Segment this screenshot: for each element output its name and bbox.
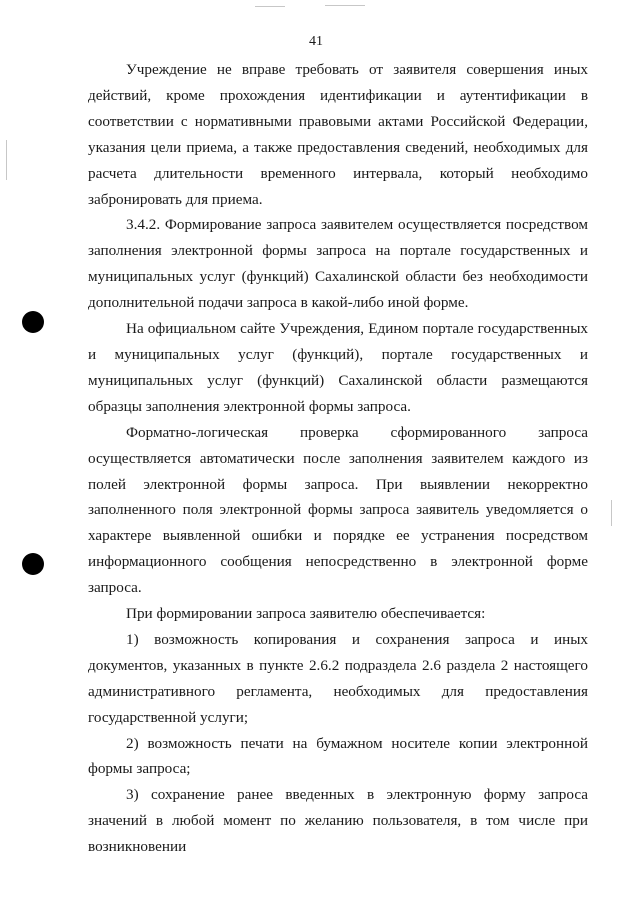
paragraph: 3.4.2. Формирование запроса заявителем осуществляется посредством заполнения электронной формы запроса на портале государственных и муниципальных услуг (функций) Сахалинской области без необходимости дополнительной подачи запроса в какой-либо иной форме. — [88, 216, 588, 312]
document-body — [88, 57, 588, 860]
list-item: 3) сохранение ранее введенных в электронную форму запроса значений в любой момент по желанию пользователя, в том числе при возникновении — [88, 786, 588, 856]
paragraph: Форматно-логическая проверка сформированного запроса осуществляется автоматически после заполнения заявителем каждого из полей электронной формы запроса. При выявлении некорректно заполненного поля электронной формы запроса заявитель уведомляется о характере выявленной ошибки и порядке ее устранения посредством информационного сообщения непосредственно в электронной форме запроса. — [88, 423, 588, 597]
scan-artifact — [6, 140, 7, 180]
paragraph: Учреждение не вправе требовать от заявителя совершения иных действий, кроме прохождения идентификации и аутентификации в соответствии с нормативными правовыми актами Российской Федерации, указания цели приема, а также предоставления сведений, необходимых для расчета длительности временного интервала, который необходимо забронировать для приема. — [88, 61, 588, 208]
paragraph: На официальном сайте Учреждения, Едином портале государственных и муниципальных услуг (функций), портале государственных и муниципальных услуг (функций) Сахалинской области размещаются образцы заполнения электронной формы запроса. — [88, 320, 588, 415]
punch-hole — [22, 553, 44, 575]
scan-artifact — [255, 6, 285, 7]
paragraph: При формировании запроса заявителю обеспечивается: — [126, 605, 486, 623]
punch-hole — [22, 311, 44, 333]
scan-artifact — [611, 500, 612, 526]
page-number: 41 — [309, 34, 323, 49]
list-item: 1) возможность копирования и сохранения запроса и иных документов, указанных в пункте 2.6.2 подраздела 2.6 раздела 2 настоящего административного регламента, необходимых для предоставления государственной услуги; — [88, 630, 588, 726]
list-item: 2) возможность печати на бумажном носителе копии электронной формы запроса; — [88, 734, 588, 778]
scan-artifact — [325, 5, 365, 6]
